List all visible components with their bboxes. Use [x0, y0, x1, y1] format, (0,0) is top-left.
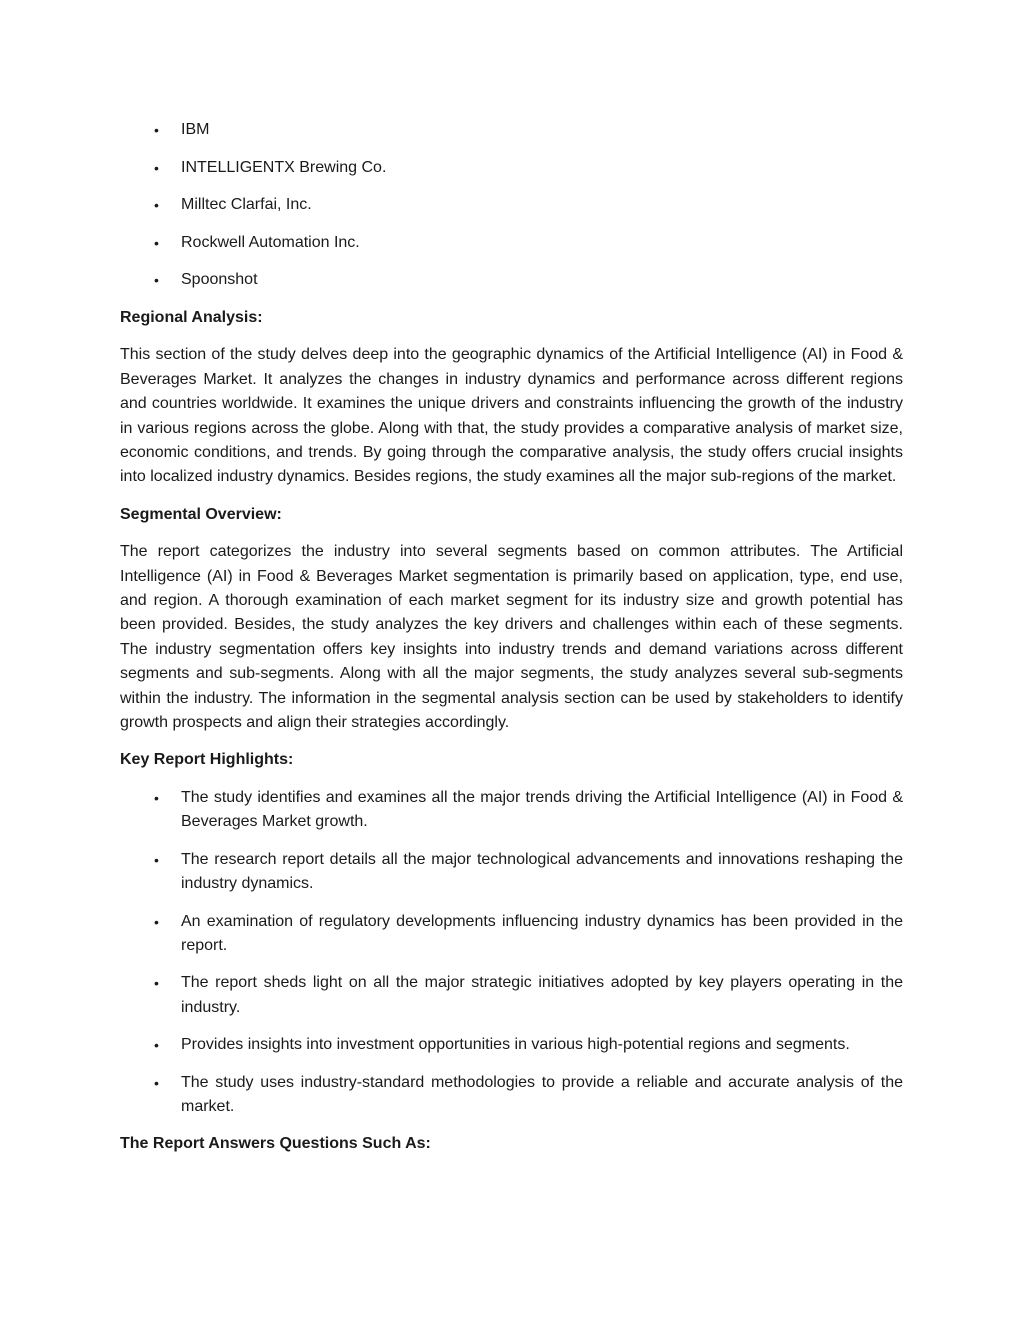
- highlights-list: [120, 786, 903, 1119]
- bullet-icon: •: [154, 851, 159, 868]
- list-item: [120, 910, 903, 959]
- report-questions-heading: The Report Answers Questions Such As:: [120, 1135, 431, 1153]
- bullet-icon: •: [154, 234, 159, 251]
- company-list: [120, 118, 903, 293]
- highlight-text: An examination of regulatory developments influencing industry dynamics has been provided in the report.: [181, 912, 903, 954]
- segmental-overview-text: The report categorizes the industry into several segments based on common attributes. The Artificial Intelligence (AI) in Food & Beverages Market segmentation is primarily based on application, type, end use, and region. A thorough examination of each market segment for its industry size and growth potential has been provided. Besides, the study analyzes the key drivers and challenges within each of these segments. The industry segmentation offers key insights into industry trends and demand variations across different segments and sub-segments. Along with all the major segments, the study analyzes several sub-segments within the industry. The information in the segmental analysis section can be used by stakeholders to identify growth prospects and align their strategies accordingly.: [120, 543, 903, 732]
- highlight-text: The research report details all the major technological advancements and innovations reshaping the industry dynamics.: [181, 850, 903, 893]
- bullet-icon: •: [154, 913, 159, 930]
- highlight-text: The study identifies and examines all the major trends driving the Artificial Intelligence (AI) in Food & Beverages Market growth.: [181, 788, 903, 831]
- list-item: [120, 786, 903, 835]
- company-name: Milltec Clarfai, Inc.: [181, 196, 312, 214]
- list-item: [120, 1033, 903, 1057]
- document-page: [120, 118, 903, 1170]
- segmental-overview-heading: Segmental Overview:: [120, 505, 282, 523]
- highlight-text: The report sheds light on all the major strategic initiatives adopted by key players operating in the industry.: [181, 974, 903, 1016]
- list-item: [120, 231, 903, 255]
- highlight-text: Provides insights into investment opportunities in various high-potential regions and segments.: [181, 1036, 850, 1054]
- regional-analysis-text: This section of the study delves deep into the geographic dynamics of the Artificial Intelligence (AI) in Food & Beverages Market. It analyzes the changes in industry dynamics and performance across different regions and countries worldwide. It examines the unique drivers and constraints influencing the growth of the industry in various regions across the globe. Along with that, the study provides a comparative analysis of market size, economic conditions, and trends. By going through the comparative analysis, the study offers crucial insights into localized industry dynamics. Besides regions, the study examines all the major sub-regions of the market.: [120, 346, 903, 486]
- list-item: [120, 268, 903, 292]
- company-name: INTELLIGENTX Brewing Co.: [181, 158, 387, 176]
- list-item: [120, 193, 903, 217]
- key-highlights-heading: Key Report Highlights:: [120, 751, 294, 769]
- bullet-icon: •: [154, 122, 159, 138]
- list-item: [120, 971, 903, 1020]
- company-name: Rockwell Automation Inc.: [181, 233, 360, 251]
- company-name: Spoonshot: [181, 271, 258, 289]
- highlight-text: The study uses industry-standard methodologies to provide a reliable and accurate analysis of the market.: [181, 1073, 903, 1115]
- bullet-icon: •: [154, 975, 159, 992]
- list-item: [120, 848, 903, 897]
- list-item: [120, 1071, 903, 1120]
- list-item: [120, 118, 903, 142]
- bullet-icon: •: [154, 1037, 159, 1054]
- bullet-icon: •: [154, 159, 159, 176]
- list-item: [120, 156, 903, 180]
- regional-analysis-heading: Regional Analysis:: [120, 308, 263, 326]
- company-name: IBM: [181, 121, 210, 138]
- bullet-icon: •: [154, 197, 159, 214]
- bullet-icon: •: [154, 1074, 159, 1091]
- bullet-icon: •: [154, 789, 159, 806]
- bullet-icon: •: [154, 272, 159, 289]
